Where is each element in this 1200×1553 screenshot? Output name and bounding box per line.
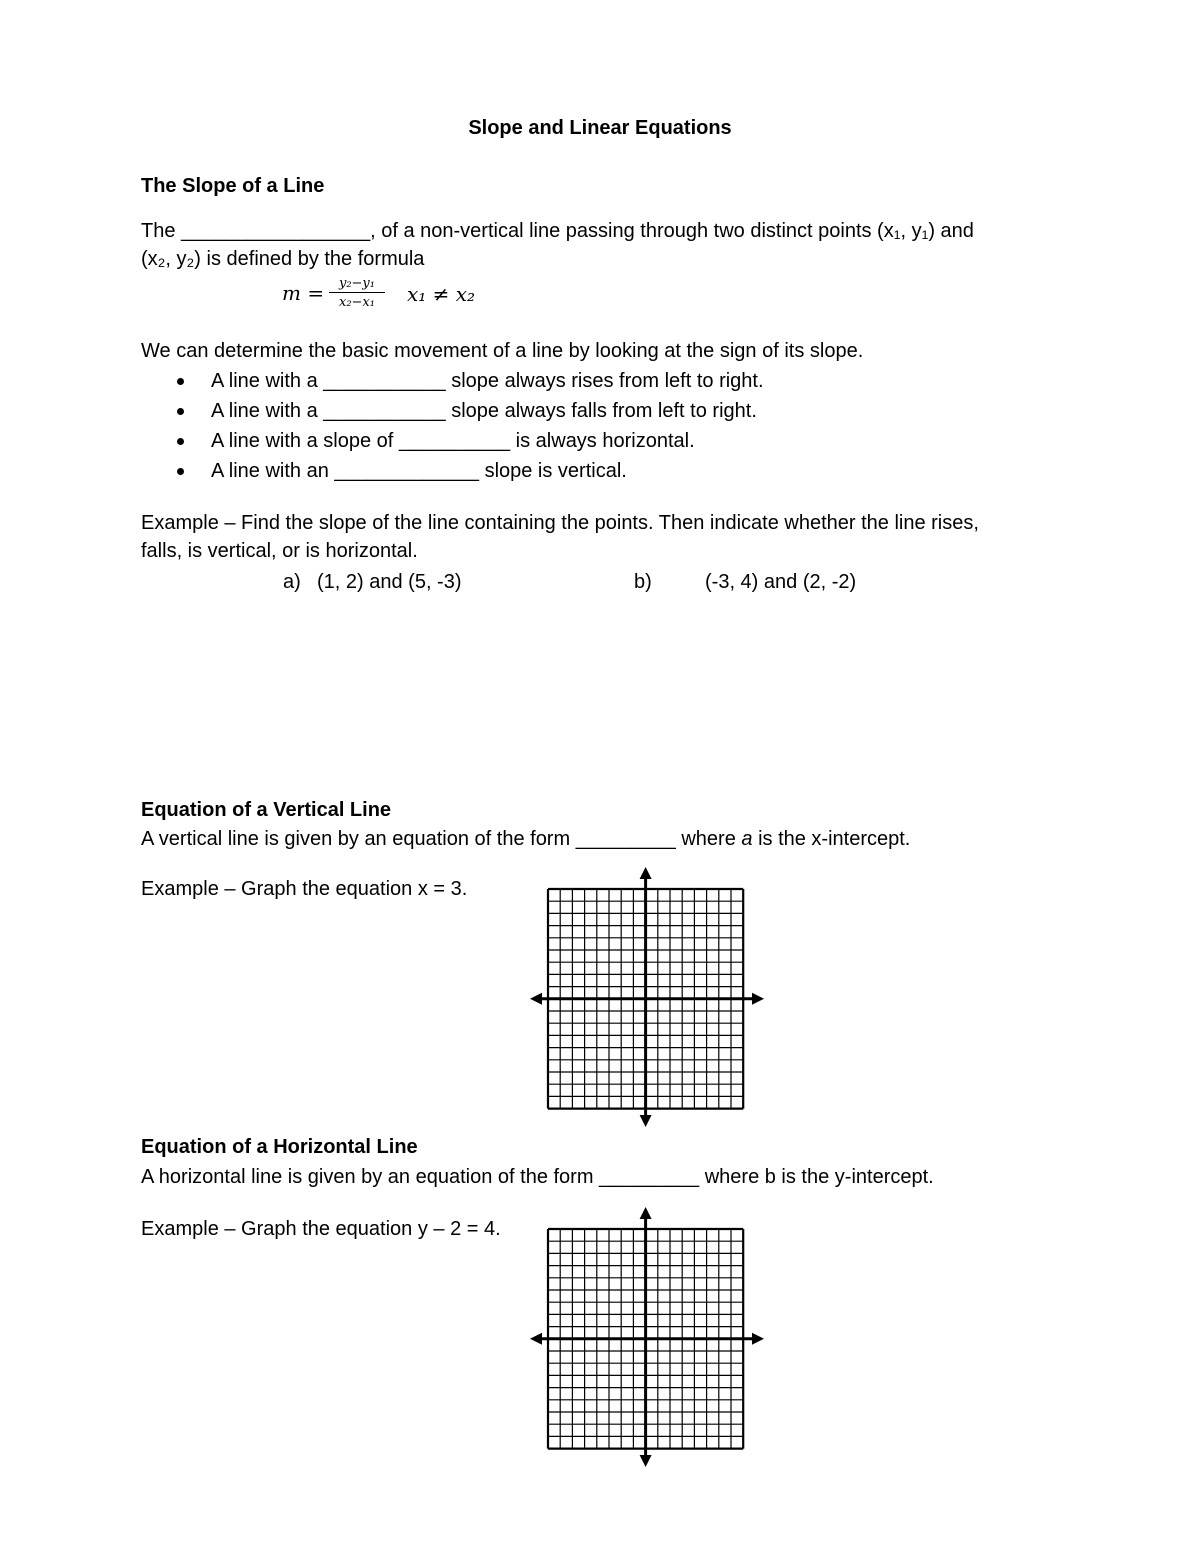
bullet-positive-slope: A line with a ___________ slope always rises from left to right. [211, 370, 764, 392]
formula-denominator: x₂−x₁ [339, 295, 375, 310]
section-heading-horizontal-line: Equation of a Horizontal Line [141, 1136, 418, 1158]
formula-condition: x₁ ≠ x₂ [407, 282, 476, 306]
bullet-negative-slope: A line with a ___________ slope always falls from left to right. [211, 400, 757, 422]
y-axis-arrow-up [640, 1207, 652, 1219]
x-axis-arrow-right [752, 993, 764, 1005]
y-axis-arrow-up [640, 867, 652, 879]
example-slope-line-1: Example – Find the slope of the line containing the points. Then indicate whether the line rises, [141, 512, 979, 534]
x-axis-arrow-right [752, 1333, 764, 1345]
section-heading-slope: The Slope of a Line [141, 175, 325, 197]
example-b-points: (-3, 4) and (2, -2) [705, 571, 857, 593]
bullet-dot [177, 438, 184, 445]
page-title: Slope and Linear Equations [468, 117, 732, 139]
example-vertical-line: Example – Graph the equation x = 3. [141, 878, 468, 900]
variable-a: a [741, 828, 753, 850]
slope-formula-fraction [329, 276, 385, 310]
example-slope-line-2: falls, is vertical, or is horizontal. [141, 540, 418, 562]
formula-numerator: y₂−y₁ [329, 276, 385, 293]
example-b-label: b) [634, 571, 652, 593]
formula-lhs: m = [282, 281, 325, 305]
x-axis-arrow-left [530, 993, 542, 1005]
example-a-label: a) [283, 571, 301, 593]
coordinate-grid-horizontal-example [528, 1205, 766, 1470]
y-axis-arrow-down [640, 1115, 652, 1127]
example-a-points: (1, 2) and (5, -3) [317, 571, 462, 593]
horizontal-line-definition: A horizontal line is given by an equation of the form _________ where b is the y-intercept. [141, 1166, 934, 1188]
vertical-line-definition [141, 825, 910, 853]
coordinate-grid-vertical-example [528, 865, 766, 1130]
vertical-definition-text-end: is the x-intercept. [752, 828, 911, 850]
bullet-dot [177, 378, 184, 385]
bullet-undefined-slope: A line with an _____________ slope is vertical. [211, 460, 627, 482]
vertical-definition-text: A vertical line is given by an equation of the form _________ where [141, 828, 742, 850]
bullet-dot [177, 468, 184, 475]
bullet-zero-slope: A line with a slope of __________ is always horizontal. [211, 430, 695, 452]
section-heading-vertical-line: Equation of a Vertical Line [141, 799, 392, 821]
bullet-dot [177, 408, 184, 415]
x-axis-arrow-left [530, 1333, 542, 1345]
movement-intro: We can determine the basic movement of a line by looking at the sign of its slope. [141, 340, 864, 362]
y-axis-arrow-down [640, 1455, 652, 1467]
slope-definition-line-1: The _________________, of a non-vertical line passing through two distinct points (x₁, y₁) and [141, 220, 974, 242]
slope-definition-line-2: (x₂, y₂) is defined by the formula [141, 248, 425, 270]
example-horizontal-line: Example – Graph the equation y – 2 = 4. [141, 1218, 501, 1240]
